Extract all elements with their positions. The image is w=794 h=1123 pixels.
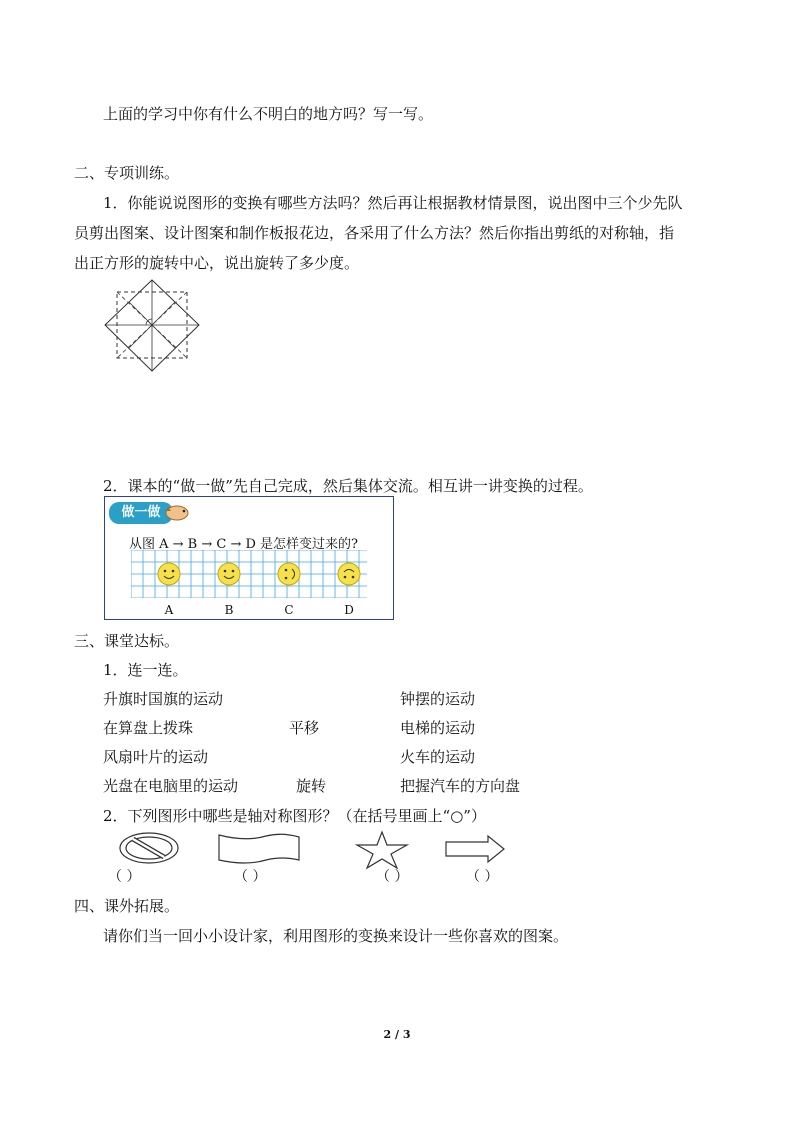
face-b-icon [218,563,240,585]
face-a-icon [158,563,180,585]
face-c-icon [278,563,300,585]
activity-question: 从图 A → B → C → D 是怎样变过来的? [129,537,359,552]
left-item: 光盘在电脑里的运动 [103,777,239,795]
section3-q2: 2．下列图形中哪些是轴对称图形？（在括号里画上“○”） [103,807,486,825]
rotated-squares-figure [102,278,202,374]
arrow-icon [444,834,506,864]
left-item: 升旗时国旗的运动 [103,690,224,708]
middle-item: 旋转 [296,777,327,795]
label-a: A [164,603,174,617]
section4-text: 请你们当一回小小设计家，利用图形的变换来设计一些你喜欢的图案。 [103,927,569,945]
left-item: 在算盘上拨珠 [103,719,194,737]
right-item: 电梯的运动 [400,719,476,737]
review-prompt: 上面的学习中你有什么不明白的地方吗？写一写。 [103,105,434,123]
activity-grid [131,550,367,598]
right-item: 钟摆的运动 [400,690,476,708]
no-entry-sign-icon [117,830,181,866]
section2-q1-line3: 出正方形的旋转中心，说出旋转了多少度。 [74,254,360,272]
answer-blank[interactable]: （ ） [466,869,499,885]
label-d: D [344,603,354,617]
label-c: C [284,603,294,617]
face-d-icon [338,563,360,585]
section2-q2: 2．课本的“做一做”先自己完成，然后集体交流。相互讲一讲变换的过程。 [103,477,593,495]
section2-q1-line2: 员剪出图案、设计图案和制作板报花边，各采用了什么方法？然后你指出剪纸的对称轴，指 [74,224,675,242]
middle-item: 平移 [289,719,320,737]
answer-blank[interactable]: （ ） [234,869,267,885]
page-number: 2 / 3 [383,1028,411,1041]
section2-heading: 二、专项训练。 [74,164,180,182]
section4-heading: 四、课外拓展。 [74,897,180,915]
section3-q1: 1．连一连。 [103,661,188,679]
wavy-flag-icon [216,832,302,866]
section2-q1-line1: 1．你能说说图形的变换有哪些方法吗？然后再让根据教材情景图，说出图中三个少先队 [103,194,683,212]
answer-blank[interactable]: （ ） [108,869,141,885]
right-item: 把握汽车的方向盘 [400,777,521,795]
left-item: 风扇叶片的运动 [103,748,209,766]
label-b: B [224,603,234,617]
section3-heading: 三、课堂达标。 [74,632,180,650]
activity-badge: 做一做 [109,502,173,524]
mascot-icon [165,503,191,521]
activity-box [104,496,394,620]
answer-blank[interactable]: （ ） [376,869,409,885]
star-icon [354,830,410,870]
right-item: 火车的运动 [400,748,476,766]
